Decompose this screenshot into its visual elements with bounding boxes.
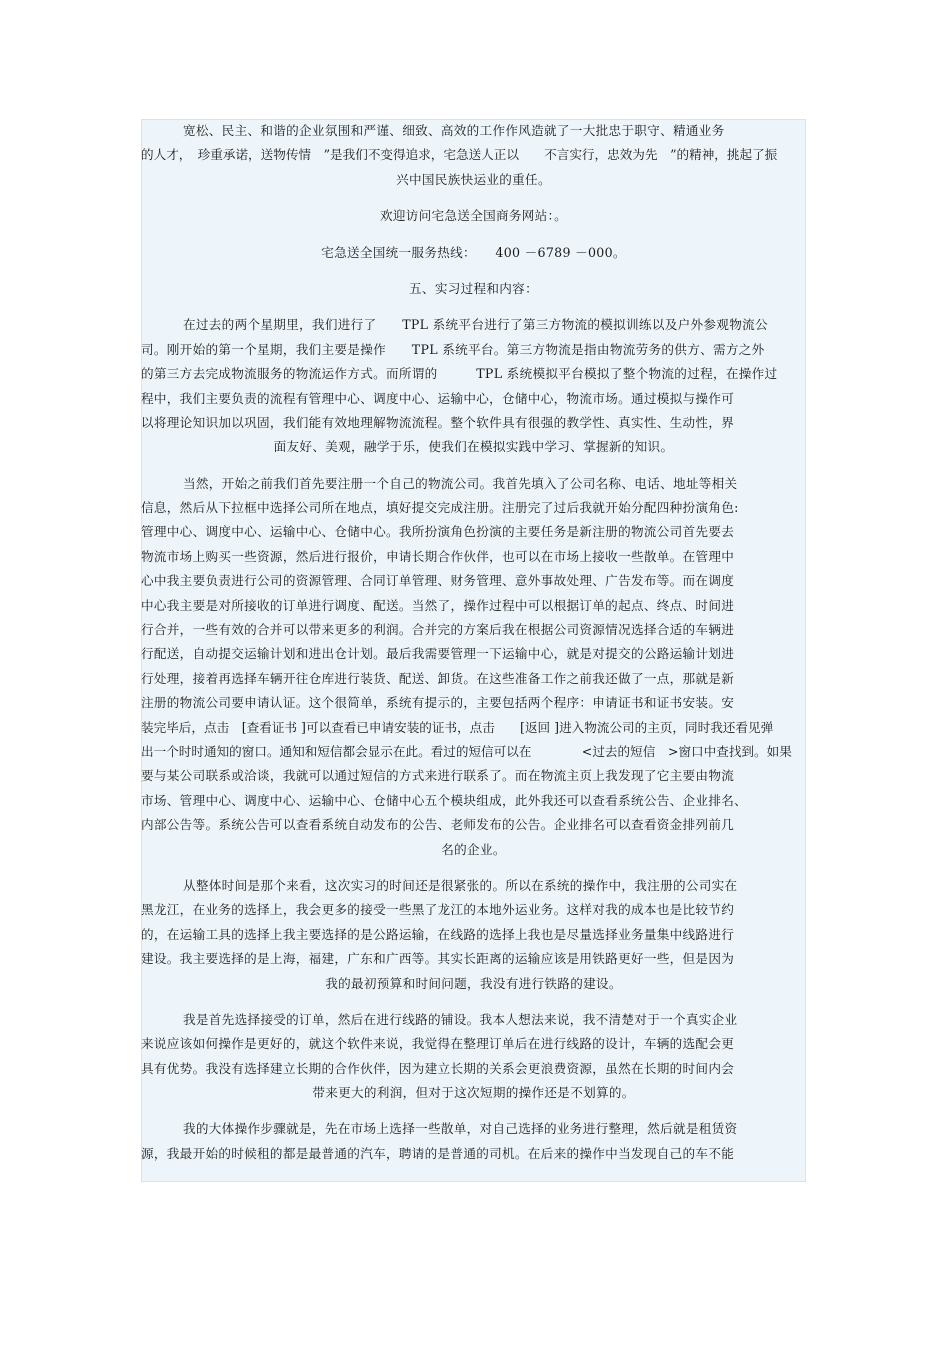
section-heading (141, 277, 806, 301)
text-line: 带来更大的利润，但对于这次短期的操作还是不划算的。 (312, 1085, 635, 1101)
text-line: 源，我最开始的时候租的都是最普通的汽车，聘请的是普通的司机。在后来的操作中当发现自己的车不能 (141, 1145, 735, 1161)
paragraph-website (141, 204, 806, 228)
text-line: 以将理论知识加以巩固，我们能有效地理解物流流程。整个软件具有很强的教学性、真实性、生动性，界 (141, 414, 735, 430)
text-line: 五、实习过程和内容： (409, 280, 538, 296)
text-line: 信息，然后从下拉框中选择公司所在地点，填好提交完成注册。注册完了过后我就开始分配四种扮演角色: (141, 500, 739, 516)
text-line: 出一个时时通知的窗口。通知和短信都会显示在此。看过的短信可以在 <过去的短信 >窗口中查找到。如果 (141, 743, 792, 759)
text-line: 的第三方去完成物流服务的物流运作方式。而所谓的 TPL 系统模拟平台模拟了整个物流的过程，在操作过 (141, 366, 778, 382)
text-line: 建设。我主要选择的是上海，福建，广东和广西等。其实长距离的运输应该是用铁路更好一些，但是因为 (141, 951, 735, 967)
text-line: 欢迎访问宅急送全国商务网站：。 (379, 208, 568, 224)
text-line: 注册的物流公司要申请认证。这个很简单，系统有提示的，主要包括两个程序：申请证书和证书安装。安 (141, 695, 735, 711)
paragraph-company-culture (141, 119, 806, 192)
text-line: 要与某公司联系或洽谈，我就可以通过短信的方式来进行联系了。而在物流主页上我发现了它主要由物流 (141, 768, 735, 784)
text-line: 内部公告等。系统公告可以查看系统自动发布的公告、老师发布的公告。企业排名可以查看资金排列前几 (141, 817, 735, 833)
paragraph-registration (141, 472, 806, 862)
text-line: 管理中心、调度中心、运输中心、仓储中心。我所扮演角色扮演的主要任务是新注册的物流公司首先要去 (141, 524, 735, 540)
text-line: 来说应该如何操作是更好的，就这个软件来说，我觉得在整理订单后在进行线路的设计，车辆的选配会更 (141, 1036, 735, 1052)
text-line: 心中我主要负责进行公司的资源管理、合同订单管理、财务管理、意外事故处理、广告发布等。而在调度 (141, 573, 735, 589)
text-line: 司。刚开始的第一个星期，我们主要是操作 TPL 系统平台。第三方物流是指由物流劳务的供方、需方之外 (141, 341, 765, 357)
paragraph-steps (141, 1117, 806, 1166)
text-line: 在过去的两个星期里，我们进行了 TPL 系统平台进行了第三方物流的模拟训练以及户外参观物流公 (183, 317, 768, 333)
text-line: 行合并，一些有效的合并可以带来更多的利润。合并完的方案后我在根据公司资源情况选择合适的车辆进 (141, 622, 735, 638)
text-line: 当然，开始之前我们首先要注册一个自己的物流公司。我首先填入了公司名称、电话、地址等相关 (183, 475, 738, 491)
text-line: 从整体时间是那个来看，这次实习的时间还是很紧张的。所以在系统的操作中，我注册的公司实在 (183, 877, 738, 893)
text-line: 的，在运输工具的选择上我主要选择的是公路运输，在线路的选择上我也是尽量选择业务量集中线路进行 (141, 926, 735, 942)
text-line: 行配送，自动提交运输计划和进出仓计划。最后我需要管理一下运输中心，就是对提交的公路运输计划进 (141, 646, 735, 662)
text-line: 物流市场上购买一些资源，然后进行报价，申请长期合作伙伴，也可以在市场上接收一些散单。在管理中 (141, 548, 735, 564)
text-line: 名的企业。 (441, 841, 506, 857)
text-line: 我的大体操作步骤就是，先在市场上选择一些散单，对自己选择的业务进行整理，然后就是租赁资 (183, 1121, 738, 1137)
text-line: 兴中国民族快运业的重任。 (396, 171, 551, 187)
document-body (141, 119, 806, 1178)
paragraph-hotline (141, 241, 806, 265)
paragraph-time-and-business (141, 874, 806, 996)
text-line: 的人才， 珍重承诺，送物传情 ”是我们不变得追求，宅急送人正以 不言实行，忠效为先 ”的精神，挑起了振 (141, 147, 778, 163)
text-line: 市场、管理中心、调度中心、运输中心、仓储中心五个模块组成，此外我还可以查看系统公告、企业排名、 (141, 792, 748, 808)
text-line: 中心我主要是对所接收的订单进行调度、配送。当然了，操作过程中可以根据订单的起点、终点、时间进 (141, 597, 735, 613)
text-line: 行处理，接着再选择车辆开往仓库进行装货、配送、卸货。在这些准备工作之前我还做了一点，那就是新 (141, 670, 735, 686)
text-line: 具有优势。我没有选择建立长期的合作伙伴，因为建立长期的关系会更浪费资源，虽然在长期的时间内会 (141, 1060, 735, 1076)
text-line: 黑龙江，在业务的选择上，我会更多的接受一些黑了龙江的本地外运业务。这样对我的成本也是比较节约 (141, 902, 735, 918)
paragraph-orders (141, 1008, 806, 1106)
text-line: 装完毕后，点击 [查看证书 ]可以查看已申请安装的证书，点击 [返回 ]进入物流公司的主页，同时我还看见弹 (141, 719, 774, 735)
text-line: 面友好、美观，融学于乐，使我们在模拟实践中学习、掌握新的知识。 (273, 439, 674, 455)
text-line: 程中，我们主要负责的流程有管理中心、调度中心、运输中心，仓储中心，物流市场。通过模拟与操作可 (141, 390, 735, 406)
text-line: 宽松、民主、和谐的企业氛围和严谨、细致、高效的工作作风造就了一大批忠于职守、精通业务 (183, 123, 725, 138)
text-line: 我是首先选择接受的订单，然后在进行线路的铺设。我本人想法来说，我不清楚对于一个真实企业 (183, 1011, 738, 1027)
text-line: 宅急送全国统一服务热线： 400 －6789 －000。 (321, 244, 626, 260)
text-line: 我的最初预算和时间问题，我没有进行铁路的建设。 (325, 975, 622, 991)
paragraph-tpl-intro (141, 313, 806, 459)
